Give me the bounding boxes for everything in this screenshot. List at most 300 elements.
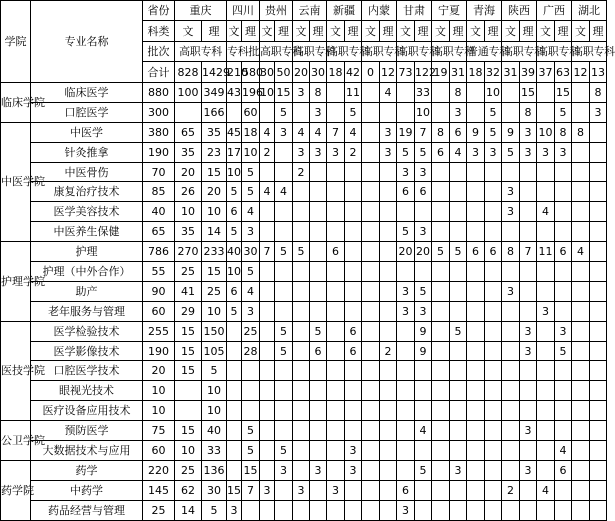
quota-cell: 4 — [450, 142, 467, 162]
quota-cell: 10 — [202, 381, 227, 401]
quota-cell: 15 — [175, 421, 202, 441]
quota-cell: 9 — [467, 122, 485, 142]
quota-cell — [275, 262, 293, 282]
quota-cell — [242, 401, 260, 421]
quota-cell: 3 — [345, 460, 362, 480]
quota-cell — [485, 321, 502, 341]
quota-cell — [555, 301, 572, 321]
major-total-cell: 40 — [143, 202, 175, 222]
quota-cell — [467, 202, 485, 222]
quota-cell — [293, 361, 310, 381]
quota-cell — [380, 361, 397, 381]
province-total-cell: 63 — [555, 62, 572, 83]
batch-header: 高职专科 — [327, 42, 362, 62]
quota-cell — [537, 460, 555, 480]
quota-cell: 8 — [520, 102, 537, 122]
quota-cell — [415, 361, 432, 381]
quota-cell — [380, 222, 397, 242]
quota-cell — [227, 421, 242, 441]
quota-cell — [327, 102, 345, 122]
quota-cell — [275, 500, 293, 520]
quota-cell — [572, 162, 590, 182]
quota-cell: 9 — [415, 321, 432, 341]
quota-cell: 10 — [202, 401, 227, 421]
quota-cell: 10 — [175, 441, 202, 461]
quota-cell: 25 — [202, 281, 227, 301]
quota-cell: 23 — [202, 142, 227, 162]
province-total-cell: 42 — [345, 62, 362, 83]
quota-cell — [537, 262, 555, 282]
quota-cell: 25 — [175, 460, 202, 480]
quota-cell — [520, 301, 537, 321]
quota-cell — [467, 222, 485, 242]
quota-cell — [345, 301, 362, 321]
quota-cell — [590, 421, 607, 441]
quota-cell — [362, 321, 380, 341]
quota-cell — [537, 381, 555, 401]
quota-cell — [345, 500, 362, 520]
quota-cell — [380, 202, 397, 222]
subject-header: 理 — [555, 21, 572, 42]
quota-cell — [310, 281, 327, 301]
quota-cell: 3 — [520, 142, 537, 162]
quota-cell: 30 — [242, 242, 260, 262]
major-name-cell: 口腔医学 — [31, 102, 143, 122]
quota-cell: 19 — [397, 122, 415, 142]
quota-cell — [520, 381, 537, 401]
major-name-cell: 护理（中外合作） — [31, 262, 143, 282]
subject-header: 文 — [572, 21, 590, 42]
major-name-cell: 眼视光技术 — [31, 381, 143, 401]
province-total-cell: 50 — [275, 62, 293, 83]
quota-cell: 8 — [502, 242, 520, 262]
quota-cell: 4 — [310, 122, 327, 142]
quota-cell: 150 — [202, 321, 227, 341]
quota-cell: 25 — [175, 262, 202, 282]
quota-cell: 4 — [345, 122, 362, 142]
quota-cell: 4 — [293, 122, 310, 142]
quota-cell — [293, 381, 310, 401]
quota-cell — [362, 83, 380, 103]
major-total-cell: 255 — [143, 321, 175, 341]
quota-cell: 15 — [555, 83, 572, 103]
quota-cell — [327, 182, 345, 202]
quota-cell: 3 — [502, 281, 520, 301]
quota-cell: 3 — [327, 142, 345, 162]
quota-cell: 8 — [450, 83, 467, 103]
quota-cell: 8 — [572, 122, 590, 142]
quota-cell: 5 — [242, 262, 260, 282]
quota-cell — [555, 381, 572, 401]
province-header: 广西 — [537, 1, 572, 21]
quota-cell — [293, 341, 310, 361]
quota-cell: 10 — [202, 301, 227, 321]
quota-cell: 3 — [275, 460, 293, 480]
quota-cell: 3 — [590, 102, 607, 122]
quota-cell — [590, 182, 607, 202]
quota-cell — [485, 182, 502, 202]
major-total-cell: 70 — [143, 162, 175, 182]
batch-header: 普通专科 — [467, 42, 502, 62]
quota-cell: 29 — [175, 301, 202, 321]
quota-cell: 3 — [520, 460, 537, 480]
quota-cell: 3 — [397, 162, 415, 182]
province-header: 贵州 — [260, 1, 293, 21]
quota-cell — [590, 162, 607, 182]
quota-cell — [572, 83, 590, 103]
quota-cell — [310, 381, 327, 401]
quota-cell — [380, 480, 397, 500]
quota-cell — [293, 401, 310, 421]
quota-cell — [345, 421, 362, 441]
quota-cell — [537, 500, 555, 520]
quota-cell — [450, 301, 467, 321]
quota-cell — [572, 401, 590, 421]
college-name-cell: 临床学院 — [1, 83, 31, 123]
quota-cell — [275, 281, 293, 301]
quota-cell — [380, 381, 397, 401]
quota-cell: 3 — [327, 480, 345, 500]
quota-cell: 166 — [202, 102, 227, 122]
quota-cell: 15 — [520, 83, 537, 103]
quota-cell — [310, 242, 327, 262]
table-row — [1, 102, 607, 122]
quota-cell: 7 — [520, 242, 537, 262]
province-header: 云南 — [293, 1, 327, 21]
quota-cell — [362, 142, 380, 162]
quota-cell: 5 — [397, 142, 415, 162]
major-name-cell: 护理 — [31, 242, 143, 262]
quota-cell — [362, 361, 380, 381]
quota-cell: 14 — [175, 500, 202, 520]
quota-cell — [397, 401, 415, 421]
quota-cell: 6 — [227, 281, 242, 301]
subject-header: 文 — [362, 21, 380, 42]
quota-cell — [432, 102, 450, 122]
quota-cell: 270 — [175, 242, 202, 262]
quota-cell — [310, 202, 327, 222]
major-total-cell: 380 — [143, 122, 175, 142]
quota-cell: 5 — [242, 182, 260, 202]
quota-cell — [590, 142, 607, 162]
quota-cell: 35 — [202, 122, 227, 142]
quota-cell: 15 — [227, 480, 242, 500]
quota-cell — [293, 441, 310, 461]
province-header: 重庆 — [175, 1, 227, 21]
table-row — [1, 242, 607, 262]
quota-cell — [345, 381, 362, 401]
province-total-cell: 18 — [467, 62, 485, 83]
quota-cell — [362, 202, 380, 222]
major-total-cell: 880 — [143, 83, 175, 103]
quota-cell — [572, 182, 590, 202]
quota-cell — [293, 202, 310, 222]
quota-cell: 3 — [520, 341, 537, 361]
quota-cell — [485, 281, 502, 301]
quota-cell — [590, 480, 607, 500]
quota-cell: 3 — [537, 301, 555, 321]
quota-cell: 26 — [175, 182, 202, 202]
quota-cell: 5 — [450, 321, 467, 341]
major-name-cell: 药品经营与管理 — [31, 500, 143, 520]
batch-header: 高职专科 — [537, 42, 572, 62]
province-total-cell: 12 — [380, 62, 397, 83]
quota-cell: 10 — [242, 142, 260, 162]
quota-cell: 5 — [275, 441, 293, 461]
quota-cell — [502, 381, 520, 401]
quota-cell: 5 — [242, 162, 260, 182]
province-total-cell: 30 — [310, 62, 327, 83]
major-total-cell: 90 — [143, 281, 175, 301]
quota-cell: 4 — [242, 202, 260, 222]
quota-cell: 3 — [485, 142, 502, 162]
quota-cell: 41 — [175, 281, 202, 301]
quota-cell — [572, 421, 590, 441]
quota-cell — [327, 401, 345, 421]
quota-cell — [310, 301, 327, 321]
college-column-header: 学院 — [1, 1, 31, 83]
quota-cell — [485, 401, 502, 421]
quota-cell: 10 — [227, 162, 242, 182]
quota-cell — [450, 162, 467, 182]
quota-cell — [260, 202, 275, 222]
quota-cell — [537, 182, 555, 202]
major-total-cell: 10 — [143, 381, 175, 401]
quota-cell — [275, 162, 293, 182]
major-total-cell: 25 — [143, 500, 175, 520]
subject-header: 文 — [502, 21, 520, 42]
quota-cell — [485, 361, 502, 381]
quota-cell — [432, 182, 450, 202]
quota-cell: 11 — [537, 242, 555, 262]
quota-cell: 2 — [502, 480, 520, 500]
quota-cell: 4 — [275, 182, 293, 202]
quota-cell — [467, 401, 485, 421]
major-name-cell: 临床医学 — [31, 83, 143, 103]
quota-cell — [590, 281, 607, 301]
quota-cell: 15 — [175, 341, 202, 361]
quota-cell — [275, 142, 293, 162]
quota-cell — [590, 500, 607, 520]
quota-cell — [467, 381, 485, 401]
quota-cell — [397, 341, 415, 361]
table-row — [1, 361, 607, 381]
quota-cell: 5 — [432, 242, 450, 262]
quota-cell: 17 — [227, 142, 242, 162]
quota-cell — [275, 222, 293, 242]
quota-cell: 28 — [242, 341, 260, 361]
quota-cell — [555, 202, 572, 222]
quota-cell: 6 — [397, 480, 415, 500]
quota-cell — [572, 202, 590, 222]
subject-header: 理 — [310, 21, 327, 42]
quota-cell: 5 — [275, 102, 293, 122]
quota-cell — [572, 500, 590, 520]
quota-cell — [467, 361, 485, 381]
province-total-cell: 580 — [242, 62, 260, 83]
quota-cell — [502, 102, 520, 122]
quota-cell: 8 — [432, 122, 450, 142]
quota-cell: 25 — [242, 321, 260, 341]
quota-cell: 3 — [450, 102, 467, 122]
major-total-cell: 10 — [143, 401, 175, 421]
quota-cell: 2 — [293, 162, 310, 182]
province-total-cell: 210 — [227, 62, 242, 83]
college-name-cell: 中医学院 — [1, 122, 31, 241]
quota-cell — [310, 162, 327, 182]
quota-cell — [467, 321, 485, 341]
quota-cell — [520, 202, 537, 222]
quota-cell — [260, 301, 275, 321]
quota-cell — [362, 480, 380, 500]
province-row-label: 省份 — [143, 1, 175, 21]
quota-cell — [450, 361, 467, 381]
subject-header: 理 — [275, 21, 293, 42]
quota-cell — [432, 460, 450, 480]
quota-cell — [432, 202, 450, 222]
batch-header: 高职专科 — [432, 42, 467, 62]
quota-cell — [310, 182, 327, 202]
quota-cell: 6 — [555, 242, 572, 262]
quota-cell: 5 — [345, 102, 362, 122]
quota-cell — [520, 281, 537, 301]
quota-cell — [260, 321, 275, 341]
quota-cell — [380, 301, 397, 321]
table-row — [1, 401, 607, 421]
quota-cell: 10 — [260, 83, 275, 103]
major-name-cell: 医学影像技术 — [31, 341, 143, 361]
quota-cell — [450, 441, 467, 461]
quota-cell — [520, 162, 537, 182]
quota-cell — [590, 401, 607, 421]
quota-cell — [380, 441, 397, 461]
quota-cell — [502, 83, 520, 103]
quota-cell — [432, 321, 450, 341]
table-row — [1, 281, 607, 301]
major-name-cell: 中医养生保健 — [31, 222, 143, 242]
quota-cell: 40 — [202, 421, 227, 441]
major-total-cell: 190 — [143, 341, 175, 361]
table-row — [1, 83, 607, 103]
quota-cell: 15 — [175, 321, 202, 341]
quota-cell — [467, 500, 485, 520]
quota-cell: 5 — [450, 242, 467, 262]
quota-cell — [502, 401, 520, 421]
subject-header: 理 — [450, 21, 467, 42]
quota-cell — [242, 381, 260, 401]
subject-header: 文 — [227, 21, 242, 42]
quota-cell — [293, 321, 310, 341]
quota-cell — [310, 401, 327, 421]
quota-cell: 4 — [415, 421, 432, 441]
quota-cell — [310, 480, 327, 500]
quota-cell — [345, 182, 362, 202]
quota-cell — [397, 361, 415, 381]
quota-cell — [467, 421, 485, 441]
quota-cell: 3 — [293, 480, 310, 500]
quota-cell — [293, 102, 310, 122]
quota-cell — [572, 361, 590, 381]
quota-cell: 3 — [242, 222, 260, 242]
quota-cell — [327, 83, 345, 103]
quota-cell — [275, 480, 293, 500]
quota-cell — [485, 222, 502, 242]
quota-cell — [467, 262, 485, 282]
quota-cell: 3 — [380, 142, 397, 162]
quota-cell — [327, 301, 345, 321]
major-total-cell: 60 — [143, 301, 175, 321]
quota-cell — [242, 500, 260, 520]
province-header: 内蒙 — [362, 1, 397, 21]
quota-cell — [345, 242, 362, 262]
quota-cell — [502, 460, 520, 480]
quota-cell: 33 — [415, 83, 432, 103]
quota-cell — [362, 341, 380, 361]
quota-cell — [590, 321, 607, 341]
quota-cell — [175, 381, 202, 401]
quota-cell: 6 — [432, 142, 450, 162]
quota-cell — [432, 401, 450, 421]
quota-cell — [275, 301, 293, 321]
quota-cell: 6 — [397, 182, 415, 202]
quota-cell — [450, 341, 467, 361]
major-total-cell: 190 — [143, 142, 175, 162]
subject-header: 文 — [260, 21, 275, 42]
quota-cell — [467, 182, 485, 202]
quota-cell: 3 — [415, 222, 432, 242]
major-total-cell: 220 — [143, 460, 175, 480]
quota-cell — [467, 460, 485, 480]
major-total-cell: 85 — [143, 182, 175, 202]
province-total-cell: 32 — [485, 62, 502, 83]
quota-cell: 3 — [415, 162, 432, 182]
subject-header: 理 — [520, 21, 537, 42]
quota-cell — [362, 242, 380, 262]
quota-cell — [485, 202, 502, 222]
quota-cell — [520, 441, 537, 461]
quota-cell: 9 — [415, 341, 432, 361]
quota-cell — [362, 122, 380, 142]
subject-header: 文 — [397, 21, 415, 42]
quota-cell — [227, 401, 242, 421]
quota-cell: 35 — [175, 222, 202, 242]
province-total-cell: 37 — [537, 62, 555, 83]
quota-cell — [260, 262, 275, 282]
major-total-cell: 65 — [143, 222, 175, 242]
quota-cell — [590, 262, 607, 282]
quota-cell: 10 — [537, 122, 555, 142]
quota-cell — [380, 321, 397, 341]
quota-cell — [260, 222, 275, 242]
quota-cell — [537, 401, 555, 421]
quota-cell — [450, 182, 467, 202]
quota-cell: 7 — [242, 480, 260, 500]
quota-cell: 3 — [242, 301, 260, 321]
quota-cell — [502, 262, 520, 282]
quota-cell — [590, 361, 607, 381]
major-column-header: 专业名称 — [31, 1, 143, 83]
quota-cell — [520, 182, 537, 202]
quota-cell: 20 — [202, 182, 227, 202]
quota-cell — [380, 281, 397, 301]
quota-cell — [432, 480, 450, 500]
table-row — [1, 381, 607, 401]
quota-cell: 100 — [175, 83, 202, 103]
quota-cell — [520, 222, 537, 242]
province-total-cell: 18 — [327, 62, 345, 83]
major-name-cell: 中医骨伤 — [31, 162, 143, 182]
quota-cell — [397, 381, 415, 401]
